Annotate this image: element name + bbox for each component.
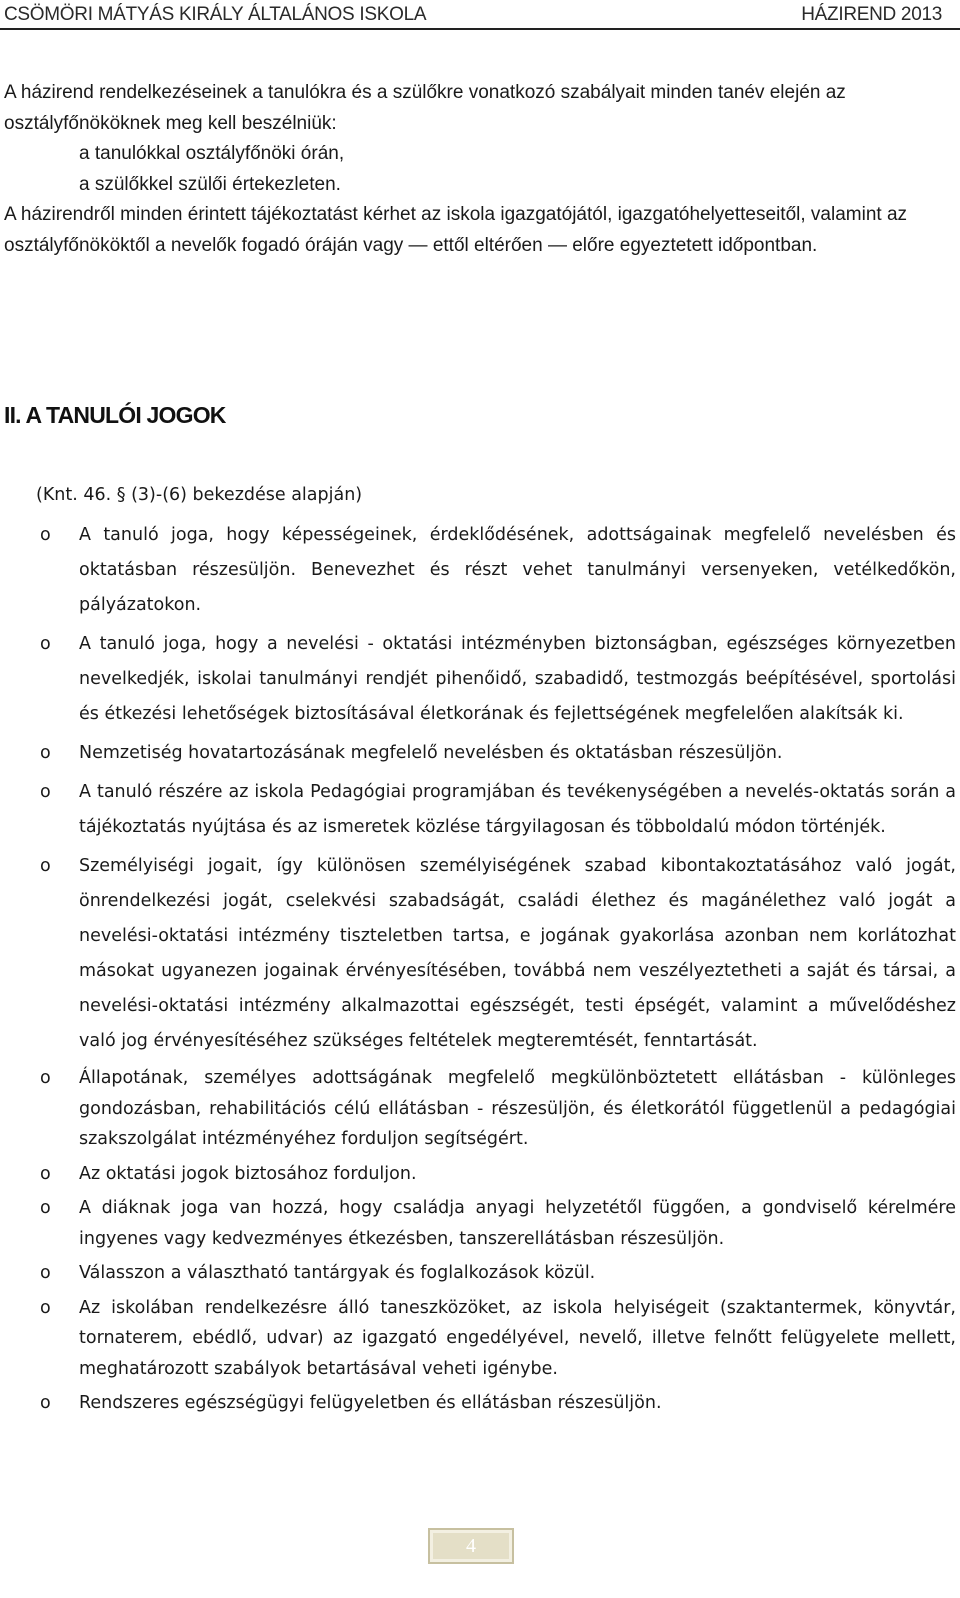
document-title: HÁZIREND 2013: [801, 4, 942, 25]
list-item-text: A diáknak joga van hozzá, hogy családja anyagi helyzetétől függően, a gondviselő kérelmére ingyenes vagy kedvezményes étkezésben, tanszerellátásban részesüljön.: [79, 1198, 956, 1249]
page-number-badge: [428, 1528, 514, 1564]
bullet: o: [40, 1263, 51, 1283]
list-item: [36, 1193, 956, 1254]
list-item: [36, 1159, 956, 1190]
bullet: o: [40, 1393, 51, 1413]
list-item: [36, 518, 956, 623]
intro-list-item: a tanulókkal osztályfőnöki órán,: [79, 143, 345, 164]
list-item-text: Az iskolában rendelkezésre álló taneszközöket, az iskola helyiségeit (szaktantermek, könyvtár, tornaterem, ebédlő, udvar) az igazgató engedélyével, nevelő, illetve felnőtt felügyelete mellett, meghatározott szabályok betartásával veheti igénybe.: [79, 1297, 956, 1379]
list-item-text: A tanuló részére az iskola Pedagógiai programjában és tevékenységében a nevelés-oktatás során a tájékoztatás nyújtása és az ismeretek közlése tárgyilagosan és többoldalú módon történjék.: [79, 782, 956, 837]
intro-list-item: a szülőkkel szülői értekezleten.: [79, 173, 341, 195]
list-item-text: Nemzetiség hovatartozásának megfelelő nevelésben és oktatásban részesüljön.: [79, 743, 783, 763]
section-heading: II. A TANULÓI JOGOK: [4, 402, 226, 428]
bullet: o: [40, 1068, 51, 1088]
bullet: o: [40, 782, 51, 802]
list-item: [36, 1293, 956, 1385]
bullet: o: [40, 1198, 51, 1218]
list-item: [36, 775, 956, 845]
intro-block: [4, 78, 954, 261]
list-item: [36, 849, 956, 1059]
list-item: [36, 736, 956, 771]
rights-list: [36, 480, 956, 1423]
list-item: [36, 627, 956, 732]
page-number: 4: [466, 1534, 476, 1557]
list-item-text: Állapotának, személyes adottságának megfelelő megkülönböztetett ellátásban - különleges gondozásban, rehabilitációs célú ellátásban - részesüljön, és életkorától függetlenül a pedagógiai szakszolgálat intézményéhez forduljon segítségért.: [79, 1068, 956, 1149]
list-item-text: A tanuló joga, hogy a nevelési - oktatási intézményben biztonságban, egészséges környezetben nevelkedjék, iskolai tanulmányi rendjét pihenőidő, szabadidő, testmozgás beépítésével, sportolási és étkezési lehetőségek biztosításával életkorának és fejlettségének megfelelően alakítsák ki.: [79, 634, 956, 724]
bullet: o: [40, 1297, 51, 1318]
intro-paragraph: A házirendről minden érintett tájékoztatást kérhet az iskola igazgatójától, igazgatóhelyetteseitől, valamint az osztályfőnököktől a nevelők fogadó óráján vagy — ettől eltérően — előre egyeztetett időpontban.: [4, 204, 908, 256]
bullet: o: [40, 743, 51, 763]
bullet: o: [40, 525, 51, 545]
list-item: [36, 1258, 956, 1289]
list-item-text: Az oktatási jogok biztosához forduljon.: [79, 1163, 417, 1184]
bullet: o: [40, 856, 51, 876]
list-item-text: Rendszeres egészségügyi felügyeletben és ellátásban részesüljön.: [79, 1393, 662, 1413]
legal-reference: (Knt. 46. § (3)-(6) bekezdése alapján): [36, 485, 363, 505]
list-item: [36, 1388, 956, 1419]
header-rule: [0, 28, 960, 30]
list-item: [36, 1063, 956, 1155]
bullet: o: [40, 1163, 51, 1184]
intro-paragraph: A házirend rendelkezéseinek a tanulókra és a szülőkre vonatkozó szabályait minden tanév elején az osztályfőnököknek meg kell beszélniük:: [4, 82, 846, 134]
school-name: CSÖMÖRI MÁTYÁS KIRÁLY ÁLTALÁNOS ISKOLA: [4, 4, 427, 25]
list-item-text: Válasszon a választható tantárgyak és foglalkozások közül.: [79, 1263, 596, 1283]
bullet: o: [40, 634, 51, 654]
page-header: [0, 0, 960, 32]
list-item-text: Személyiségi jogait, így különösen személyiségének szabad kibontakoztatásához való jogát, önrendelkezési jogát, cselekvési szabadságát, családi élethez és magánélethez való jogát a nevelési-oktatási intézmény tiszteletben tartsa, e jogának gyakorlása azonban nem korlátozhat másokat ugyanezen jogainak érvényesítésében, továbbá nem veszélyeztetheti a saját és társai, a nevelési-oktatási intézmény alkalmazottai egészségét, testi épségét, valamint a művelődéshez való jog érvényesítéséhez szükséges feltételek megteremtését, fenntartását.: [79, 856, 956, 1051]
list-item-text: A tanuló joga, hogy képességeinek, érdeklődésének, adottságainak megfelelő nevelésben és oktatásban részesüljön. Benevezhet és részt vehet tanulmányi versenyeken, vetélkedőkön, pályázatokon.: [79, 525, 956, 615]
